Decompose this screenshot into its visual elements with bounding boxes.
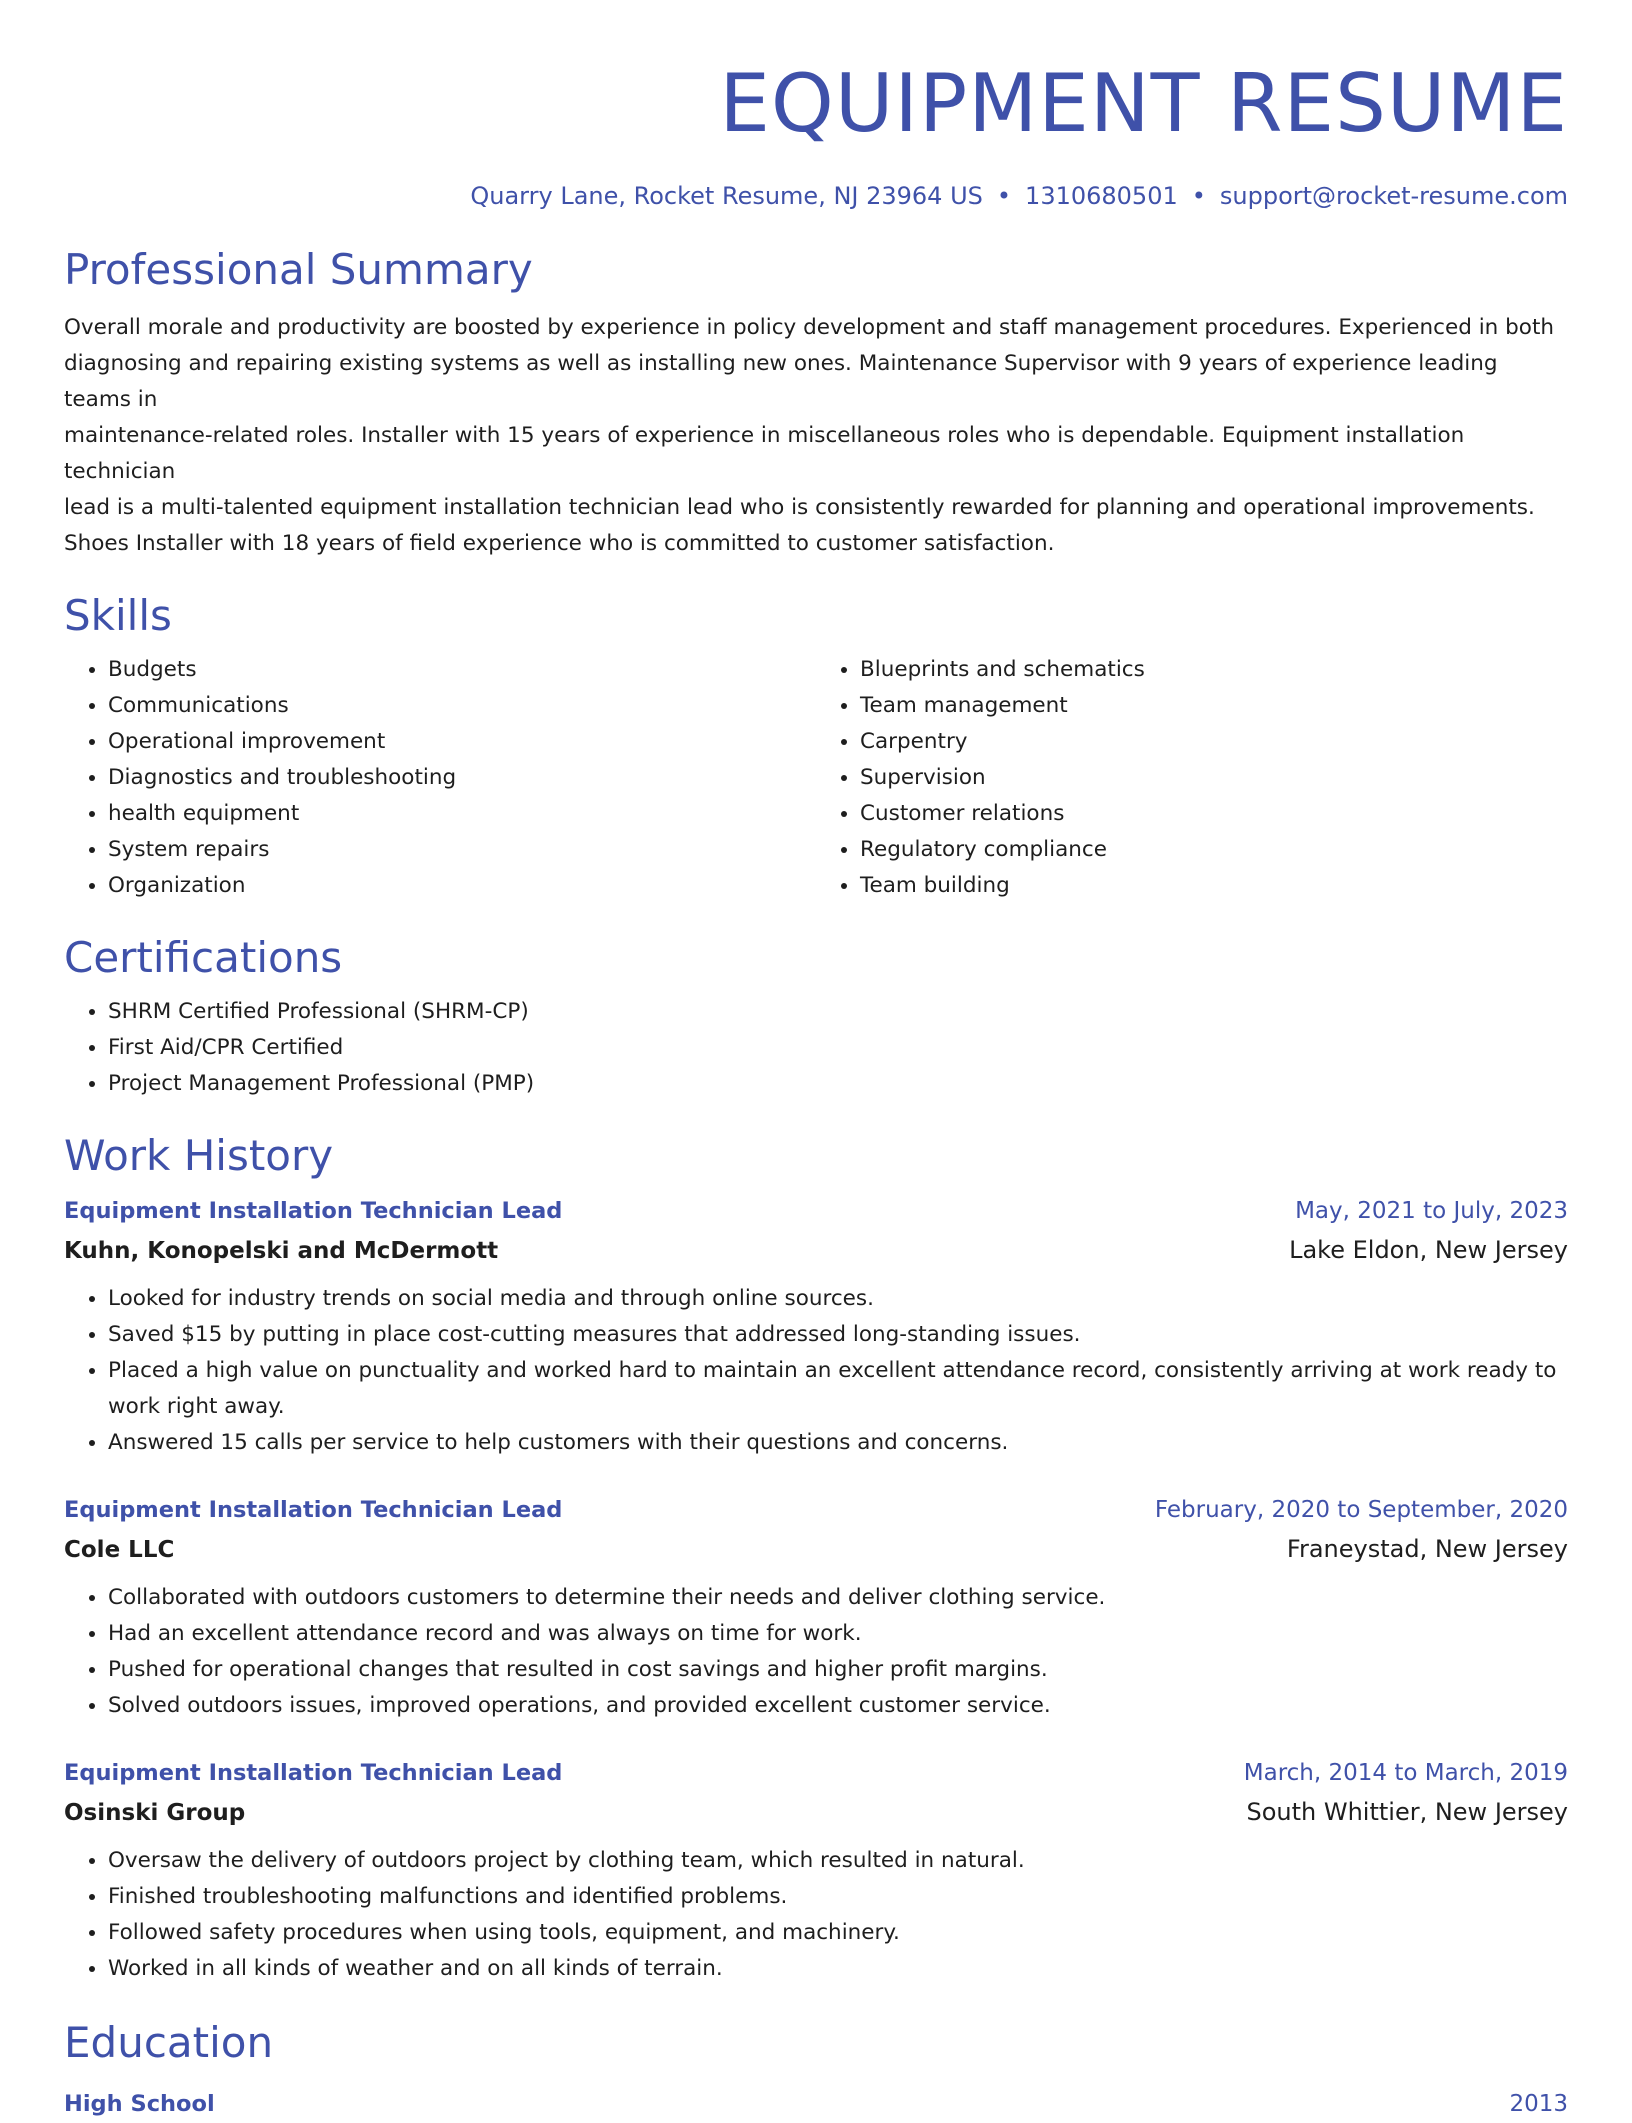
- section-heading-summary: Professional Summary: [64, 245, 533, 294]
- skill-item: • Customer relations: [860, 796, 1568, 832]
- skills-list-right: [816, 652, 1568, 904]
- education-entry: [64, 2085, 1568, 2123]
- job-bullets: [64, 1843, 1568, 1987]
- job-subheader: [64, 1792, 1568, 1833]
- section-heading-work-history: Work History: [64, 1131, 334, 1180]
- job-subheader: [64, 1230, 1568, 1271]
- job-bullet: • Pushed for operational changes that resulted in cost savings and higher profit margins.: [108, 1652, 1568, 1688]
- job-bullet: • Answered 15 calls per service to help customers with their questions and concerns.: [108, 1425, 1568, 1461]
- skill-item: • Blueprints and schematics: [860, 652, 1568, 688]
- job-bullets: [64, 1580, 1568, 1724]
- job-entry: [64, 1192, 1568, 1461]
- skills-grid: [64, 652, 1568, 904]
- skill-item: • Team management: [860, 688, 1568, 724]
- section-heading-certifications: Certifications: [64, 933, 343, 982]
- job-bullet: • Worked in all kinds of weather and on all kinds of terrain.: [108, 1951, 1568, 1987]
- contact-line: [64, 180, 1568, 212]
- job-entry: [64, 1754, 1568, 1987]
- job-company: Osinski Group: [64, 1800, 246, 1826]
- job-dates: February, 2020 to September, 2020: [1154, 1497, 1568, 1523]
- skill-item: • health equipment: [108, 796, 816, 832]
- job-location: Lake Eldon, New Jersey: [1289, 1236, 1568, 1264]
- education-date: 2013: [1509, 2091, 1568, 2117]
- section-heading-skills: Skills: [64, 591, 172, 640]
- summary-line: lead is a multi-talented equipment installation technician lead who is consistently rewarded for planning and operational improvements.: [64, 495, 1535, 520]
- job-title: Equipment Installation Technician Lead: [64, 1760, 563, 1786]
- contact-phone: 1310680501: [1025, 182, 1178, 210]
- job-bullet: • Collaborated with outdoors customers to determine their needs and deliver clothing service.: [108, 1580, 1568, 1616]
- skill-item: • Regulatory compliance: [860, 832, 1568, 868]
- job-bullet: • Saved $15 by putting in place cost-cutting measures that addressed long-standing issues.: [108, 1317, 1568, 1353]
- skill-item: • Carpentry: [860, 724, 1568, 760]
- job-company: Cole LLC: [64, 1537, 175, 1563]
- contact-address: Quarry Lane, Rocket Resume, NJ 23964 US: [470, 182, 983, 210]
- section-heading-education: Education: [64, 2018, 274, 2067]
- job-bullets: [64, 1281, 1568, 1461]
- skill-item: • System repairs: [108, 832, 816, 868]
- summary-line: diagnosing and repairing existing systems as well as installing new ones. Maintenance Supervisor with 9 years of experience leading teams in: [64, 351, 1498, 412]
- certification-item: • First Aid/CPR Certified: [108, 1030, 1568, 1066]
- job-bullet: • Had an excellent attendance record and was always on time for work.: [108, 1616, 1568, 1652]
- job-header: [64, 1754, 1568, 1792]
- job-bullet: • Oversaw the delivery of outdoors project by clothing team, which resulted in natural.: [108, 1843, 1568, 1879]
- certification-item: • Project Management Professional (PMP): [108, 1066, 1568, 1102]
- certification-item: • SHRM Certified Professional (SHRM-CP): [108, 994, 1568, 1030]
- education-title: High School: [64, 2091, 215, 2117]
- job-location: South Whittier, New Jersey: [1246, 1798, 1568, 1826]
- job-title: Equipment Installation Technician Lead: [64, 1198, 563, 1224]
- contact-email: support@rocket-resume.com: [1219, 182, 1568, 210]
- job-dates: May, 2021 to July, 2023: [1295, 1198, 1568, 1224]
- job-subheader: [64, 1529, 1568, 1570]
- summary-line: Overall morale and productivity are boosted by experience in policy development and staff management procedures. Experienced in both: [64, 315, 1554, 340]
- resume-title: EQUIPMENT RESUME: [719, 57, 1568, 150]
- job-bullet: • Followed safety procedures when using tools, equipment, and machinery.: [108, 1915, 1568, 1951]
- job-title: Equipment Installation Technician Lead: [64, 1497, 563, 1523]
- job-header: [64, 1491, 1568, 1529]
- job-bullet: • Looked for industry trends on social media and through online sources.: [108, 1281, 1568, 1317]
- skill-item: • Operational improvement: [108, 724, 816, 760]
- skill-item: • Communications: [108, 688, 816, 724]
- job-bullet: • Finished troubleshooting malfunctions and identified problems.: [108, 1879, 1568, 1915]
- job-entry: [64, 1491, 1568, 1724]
- certifications-list: [64, 994, 1568, 1102]
- skill-item: • Team building: [860, 868, 1568, 904]
- job-header: [64, 1192, 1568, 1230]
- summary-line: maintenance-related roles. Installer with 15 years of experience in miscellaneous roles who is dependable. Equipment installation technician: [64, 423, 1465, 484]
- job-dates: March, 2014 to March, 2019: [1243, 1760, 1568, 1786]
- job-company: Kuhn, Konopelski and McDermott: [64, 1238, 499, 1264]
- summary-paragraph: [64, 310, 1568, 562]
- job-location: Franeystad, New Jersey: [1286, 1535, 1568, 1563]
- separator-dot: •: [996, 182, 1012, 210]
- skill-item: • Supervision: [860, 760, 1568, 796]
- summary-line: Shoes Installer with 18 years of field experience who is committed to customer satisfaction.: [64, 531, 1055, 556]
- separator-dot: •: [1191, 182, 1206, 210]
- skills-list-left: [64, 652, 816, 904]
- skill-item: • Organization: [108, 868, 816, 904]
- job-bullet: • Solved outdoors issues, improved operations, and provided excellent customer service.: [108, 1688, 1568, 1724]
- skill-item: • Budgets: [108, 652, 816, 688]
- job-bullet: • Placed a high value on punctuality and worked hard to maintain an excellent attendance record, consistently arriving at work ready to work right away.: [108, 1353, 1568, 1425]
- skill-item: • Diagnostics and troubleshooting: [108, 760, 816, 796]
